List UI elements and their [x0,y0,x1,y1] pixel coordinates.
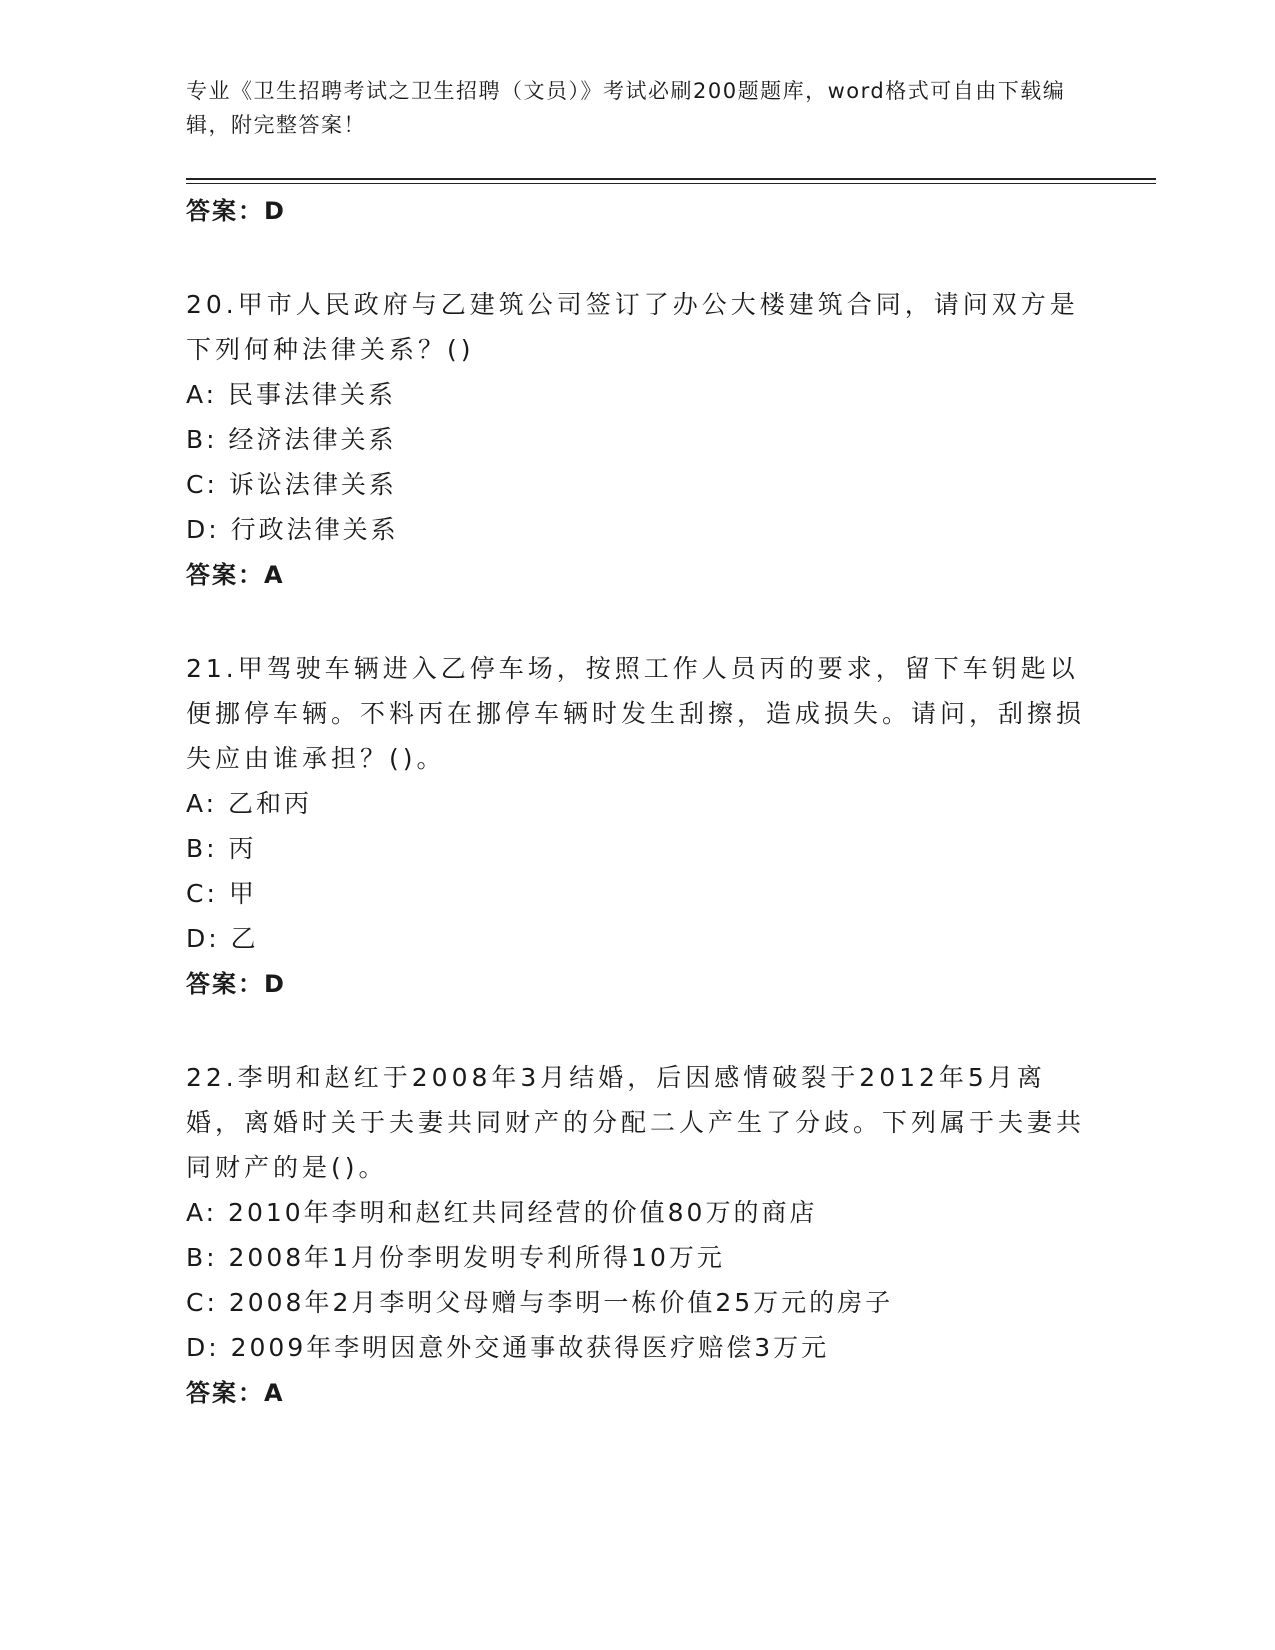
answer-value: D [264,970,286,998]
answer-label: 答案： [186,970,264,998]
answer-value: A [264,561,285,589]
answer-label: 答案： [186,1379,264,1407]
document-header: 专业《卫生招聘考试之卫生招聘（文员）》考试必刷200题题库，word格式可自由下载编辑，附完整答案！ [186,79,1066,137]
question-20 [186,282,1086,598]
header-divider-thick [186,178,1156,180]
option-b: B: 2008年1月份李明发明专利所得10万元 [186,1243,725,1272]
answer-line [186,1370,1086,1416]
answer-label: 答案： [186,197,264,225]
option-a: A: 2010年李明和赵红共同经营的价值80万的商店 [186,1198,818,1227]
option-c: C: 诉讼法律关系 [186,470,397,499]
question-stem: 20.甲市人民政府与乙建筑公司签订了办公大楼建筑合同，请问双方是下列何种法律关系？() [186,290,1079,364]
option-a: A: 民事法律关系 [186,380,397,409]
answer-label: 答案： [186,561,264,589]
question-22 [186,1055,1086,1416]
question-stem: 21.甲驾驶车辆进入乙停车场，按照工作人员丙的要求，留下车钥匙以便挪停车辆。不料丙在挪停车辆时发生刮擦，造成损失。请问，刮擦损失应由谁承担？()。 [186,654,1086,773]
answer-line [186,961,1086,1007]
option-d: D: 行政法律关系 [186,515,399,544]
answer-value: A [264,1379,285,1407]
option-c: C: 2008年2月李明父母赠与李明一栋价值25万元的房子 [186,1288,894,1317]
answer-value: D [264,197,286,225]
option-c: C: 甲 [186,879,257,908]
option-d: D: 2009年李明因意外交通事故获得医疗赔偿3万元 [186,1333,830,1362]
question-stem: 22.李明和赵红于2008年3月结婚，后因感情破裂于2012年5月离婚，离婚时关于夫妻共同财产的分配二人产生了分歧。下列属于夫妻共同财产的是()。 [186,1063,1086,1182]
question-21 [186,646,1086,1007]
answer-line [186,552,1086,598]
option-a: A: 乙和丙 [186,789,313,818]
answer-line [186,188,1086,234]
option-b: B: 丙 [186,834,257,863]
option-b: B: 经济法律关系 [186,425,397,454]
option-d: D: 乙 [186,924,259,953]
question-list [186,188,1086,1416]
header-divider-thin [186,183,1156,184]
